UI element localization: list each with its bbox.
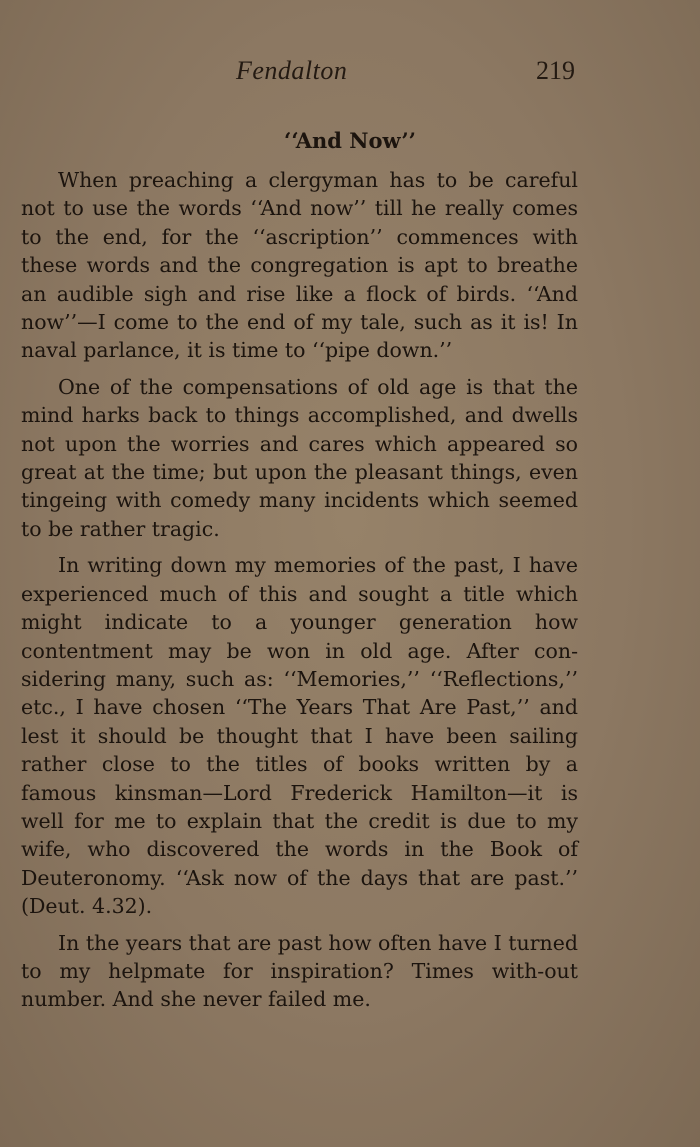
section-heading: ‘‘And Now’’	[284, 128, 416, 153]
paragraph-1: When preaching a clergyman has to be careful not to use the words ‘‘And now’’ till he really comes to the end, for the ‘‘ascription’’ commences with these words and the congregation is apt to breathe an audible sigh and rise like a flock of birds. ‘‘And now’’—I come to the end of my tale, such as it is! In naval parlance, it is time to ‘‘pipe down.’’	[21, 168, 578, 363]
paragraph-3: In writing down my memories of the past, I have experienced much of this and sought a title which might indicate to a younger generation how contentment may be won in old age. After con-sidering many, such as: ‘‘Memories,’’ ‘‘Reflections,’’ etc., I have chosen ‘‘The Years That Are Past,’’ and lest it should be thought that I have been sailing rather close to the titles of books written by a famous kinsman—Lord Frederick Hamilton—it is well for me to explain that the credit is due to my wife, who discovered the words in the Book of Deuteronomy. ‘‘Ask now of the days that are past.’’ (Deut. 4.32).	[21, 553, 578, 919]
running-head	[0, 56, 700, 96]
body-text	[21, 166, 578, 1014]
page-number: 219	[536, 56, 575, 85]
running-title: Fendalton	[236, 56, 348, 85]
paragraph-4: In the years that are past how often have I turned to my helpmate for inspiration? Times with-out number. And she never failed me.	[21, 930, 578, 1012]
paragraph-2: One of the compensations of old age is that the mind harks back to things accomplished, and dwells not upon the worries and cares which appeared so great at the time; but upon the pleasant things, even tingeing with comedy many incidents which seemed to be rather tragic.	[21, 374, 578, 541]
